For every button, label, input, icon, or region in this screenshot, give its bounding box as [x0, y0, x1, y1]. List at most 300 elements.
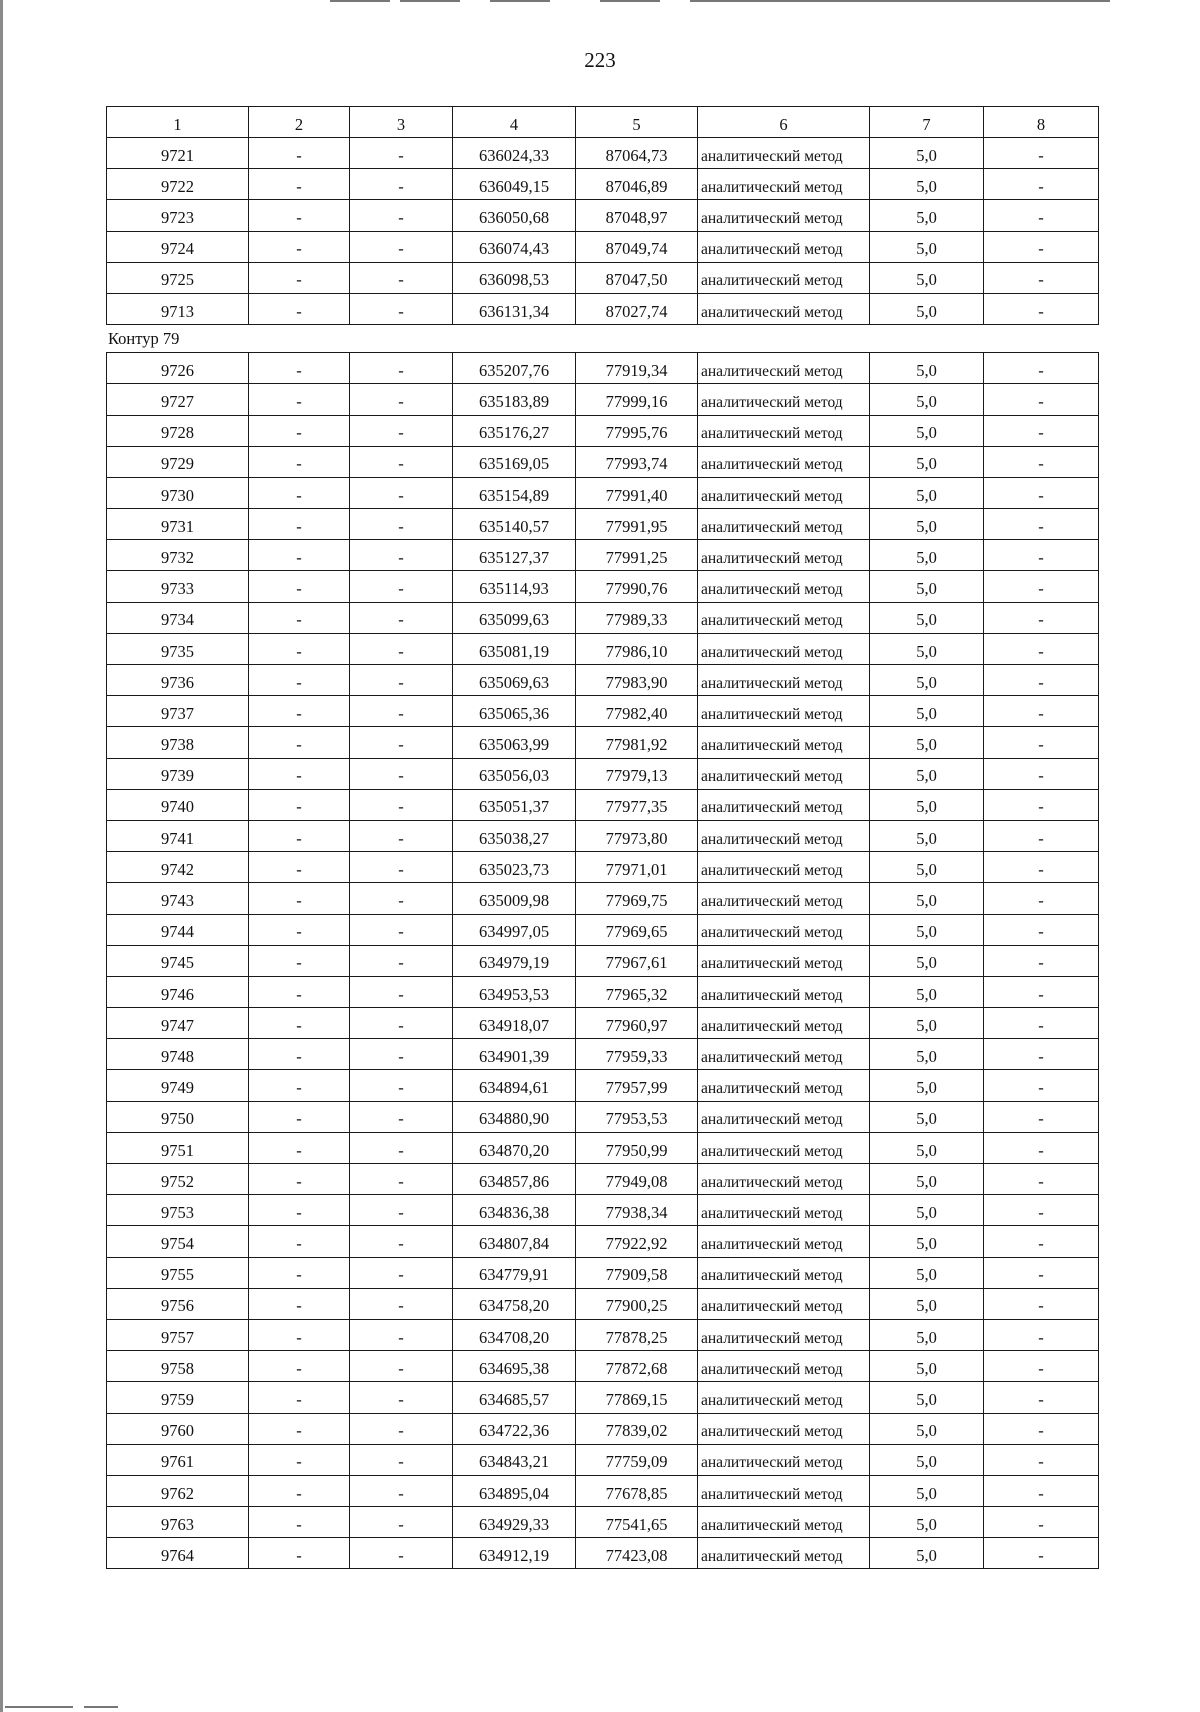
- col8-value-cell: -: [984, 200, 1099, 231]
- method-cell: аналитический метод: [698, 169, 870, 200]
- col3-value-cell: -: [350, 1413, 453, 1444]
- accuracy-cell: 5,0: [870, 945, 984, 976]
- method-cell: аналитический метод: [698, 633, 870, 664]
- scan-left-edge: [0, 0, 3, 1712]
- accuracy-cell: 5,0: [870, 446, 984, 477]
- method-cell: аналитический метод: [698, 1319, 870, 1350]
- x-coordinate-cell: 635038,27: [453, 820, 576, 851]
- point-number-cell: 9742: [107, 852, 249, 883]
- accuracy-cell: 5,0: [870, 1475, 984, 1506]
- method-cell: аналитический метод: [698, 1257, 870, 1288]
- x-coordinate-cell: 635176,27: [453, 415, 576, 446]
- accuracy-cell: 5,0: [870, 138, 984, 169]
- col3-value-cell: -: [350, 1226, 453, 1257]
- method-cell: аналитический метод: [698, 665, 870, 696]
- y-coordinate-cell: 77981,92: [576, 727, 698, 758]
- y-coordinate-cell: 77872,68: [576, 1351, 698, 1382]
- point-number-cell: 9738: [107, 727, 249, 758]
- point-number-cell: 9761: [107, 1444, 249, 1475]
- coordinates-table-contour: [106, 352, 1099, 1569]
- col2-value-cell: -: [249, 509, 350, 540]
- x-coordinate-cell: 635207,76: [453, 353, 576, 384]
- table-row: [107, 1008, 1099, 1039]
- col3-value-cell: -: [350, 384, 453, 415]
- table-row: [107, 820, 1099, 851]
- col8-value-cell: -: [984, 1039, 1099, 1070]
- table-row: [107, 883, 1099, 914]
- col2-value-cell: -: [249, 353, 350, 384]
- x-coordinate-cell: 635127,37: [453, 540, 576, 571]
- method-cell: аналитический метод: [698, 1039, 870, 1070]
- col3-value-cell: -: [350, 1319, 453, 1350]
- point-number-cell: 9739: [107, 758, 249, 789]
- col8-value-cell: -: [984, 1257, 1099, 1288]
- point-number-cell: 9750: [107, 1101, 249, 1132]
- x-coordinate-cell: 634918,07: [453, 1008, 576, 1039]
- x-coordinate-cell: 635065,36: [453, 696, 576, 727]
- table-row: [107, 945, 1099, 976]
- point-number-cell: 9759: [107, 1382, 249, 1413]
- col3-value-cell: -: [350, 571, 453, 602]
- col3-value-cell: -: [350, 789, 453, 820]
- column-header-row: [107, 107, 1099, 138]
- y-coordinate-cell: 77919,34: [576, 353, 698, 384]
- col2-value-cell: -: [249, 1132, 350, 1163]
- point-number-cell: 9733: [107, 571, 249, 602]
- col2-value-cell: -: [249, 262, 350, 293]
- col2-value-cell: -: [249, 665, 350, 696]
- col2-value-cell: -: [249, 384, 350, 415]
- col3-value-cell: -: [350, 1538, 453, 1569]
- y-coordinate-cell: 77900,25: [576, 1288, 698, 1319]
- col2-value-cell: -: [249, 976, 350, 1007]
- y-coordinate-cell: 77965,32: [576, 976, 698, 1007]
- col2-value-cell: -: [249, 1195, 350, 1226]
- table-row: [107, 138, 1099, 169]
- y-coordinate-cell: 87047,50: [576, 262, 698, 293]
- point-number-cell: 9760: [107, 1413, 249, 1444]
- y-coordinate-cell: 77959,33: [576, 1039, 698, 1070]
- scan-bottom-mark: [5, 1706, 73, 1708]
- method-cell: аналитический метод: [698, 1507, 870, 1538]
- accuracy-cell: 5,0: [870, 727, 984, 758]
- contour-label: Контур 79: [108, 329, 180, 349]
- y-coordinate-cell: 77960,97: [576, 1008, 698, 1039]
- accuracy-cell: 5,0: [870, 1413, 984, 1444]
- y-coordinate-cell: 77986,10: [576, 633, 698, 664]
- page-number: 223: [584, 48, 616, 72]
- method-cell: аналитический метод: [698, 1226, 870, 1257]
- col2-value-cell: -: [249, 696, 350, 727]
- col8-value-cell: -: [984, 415, 1099, 446]
- col2-value-cell: -: [249, 602, 350, 633]
- x-coordinate-cell: 634758,20: [453, 1288, 576, 1319]
- scan-top-mark: [330, 0, 390, 2]
- accuracy-cell: 5,0: [870, 1257, 984, 1288]
- table-row: [107, 1288, 1099, 1319]
- col8-value-cell: -: [984, 293, 1099, 324]
- table-row: [107, 1538, 1099, 1569]
- col2-value-cell: -: [249, 1070, 350, 1101]
- point-number-cell: 9721: [107, 138, 249, 169]
- table-row: [107, 914, 1099, 945]
- col8-value-cell: -: [984, 1507, 1099, 1538]
- col3-value-cell: -: [350, 1288, 453, 1319]
- accuracy-cell: 5,0: [870, 602, 984, 633]
- col2-value-cell: -: [249, 1382, 350, 1413]
- accuracy-cell: 5,0: [870, 1008, 984, 1039]
- point-number-cell: 9728: [107, 415, 249, 446]
- y-coordinate-cell: 77995,76: [576, 415, 698, 446]
- method-cell: аналитический метод: [698, 353, 870, 384]
- col2-value-cell: -: [249, 1413, 350, 1444]
- x-coordinate-cell: 634901,39: [453, 1039, 576, 1070]
- point-number-cell: 9729: [107, 446, 249, 477]
- method-cell: аналитический метод: [698, 758, 870, 789]
- col3-value-cell: -: [350, 477, 453, 508]
- col3-value-cell: -: [350, 293, 453, 324]
- y-coordinate-cell: 77982,40: [576, 696, 698, 727]
- col2-value-cell: -: [249, 231, 350, 262]
- col8-value-cell: -: [984, 1132, 1099, 1163]
- y-coordinate-cell: 77957,99: [576, 1070, 698, 1101]
- method-cell: аналитический метод: [698, 1132, 870, 1163]
- method-cell: аналитический метод: [698, 883, 870, 914]
- y-coordinate-cell: 77971,01: [576, 852, 698, 883]
- table-row: [107, 1444, 1099, 1475]
- table-row: [107, 262, 1099, 293]
- table-row: [107, 1507, 1099, 1538]
- x-coordinate-cell: 635114,93: [453, 571, 576, 602]
- x-coordinate-cell: 635169,05: [453, 446, 576, 477]
- x-coordinate-cell: 636074,43: [453, 231, 576, 262]
- x-coordinate-cell: 635023,73: [453, 852, 576, 883]
- col2-value-cell: -: [249, 1319, 350, 1350]
- col8-value-cell: -: [984, 262, 1099, 293]
- point-number-cell: 9754: [107, 1226, 249, 1257]
- method-cell: аналитический метод: [698, 1101, 870, 1132]
- coordinates-table-top: [106, 106, 1099, 325]
- method-cell: аналитический метод: [698, 1351, 870, 1382]
- x-coordinate-cell: 635140,57: [453, 509, 576, 540]
- x-coordinate-cell: 634895,04: [453, 1475, 576, 1506]
- accuracy-cell: 5,0: [870, 200, 984, 231]
- method-cell: аналитический метод: [698, 852, 870, 883]
- accuracy-cell: 5,0: [870, 758, 984, 789]
- y-coordinate-cell: 77878,25: [576, 1319, 698, 1350]
- col3-value-cell: -: [350, 945, 453, 976]
- y-coordinate-cell: 87064,73: [576, 138, 698, 169]
- col8-value-cell: -: [984, 914, 1099, 945]
- table-row: [107, 1382, 1099, 1413]
- col8-value-cell: -: [984, 1319, 1099, 1350]
- group2-rows: [107, 353, 1099, 1569]
- y-coordinate-cell: 77950,99: [576, 1132, 698, 1163]
- x-coordinate-cell: 634880,90: [453, 1101, 576, 1132]
- point-number-cell: 9753: [107, 1195, 249, 1226]
- x-coordinate-cell: 634979,19: [453, 945, 576, 976]
- col8-value-cell: -: [984, 1288, 1099, 1319]
- accuracy-cell: 5,0: [870, 1382, 984, 1413]
- col2-value-cell: -: [249, 446, 350, 477]
- col2-value-cell: -: [249, 200, 350, 231]
- accuracy-cell: 5,0: [870, 1164, 984, 1195]
- col8-value-cell: -: [984, 571, 1099, 602]
- col8-value-cell: -: [984, 231, 1099, 262]
- point-number-cell: 9723: [107, 200, 249, 231]
- y-coordinate-cell: 77541,65: [576, 1507, 698, 1538]
- x-coordinate-cell: 635183,89: [453, 384, 576, 415]
- col3-value-cell: -: [350, 914, 453, 945]
- accuracy-cell: 5,0: [870, 852, 984, 883]
- col3-value-cell: -: [350, 415, 453, 446]
- x-coordinate-cell: 634695,38: [453, 1351, 576, 1382]
- table-row: [107, 1257, 1099, 1288]
- y-coordinate-cell: 77999,16: [576, 384, 698, 415]
- col3-value-cell: -: [350, 169, 453, 200]
- col8-value-cell: -: [984, 665, 1099, 696]
- column-header: 3: [350, 107, 453, 138]
- col8-value-cell: -: [984, 1475, 1099, 1506]
- group1-rows: [107, 138, 1099, 325]
- accuracy-cell: 5,0: [870, 293, 984, 324]
- col2-value-cell: -: [249, 852, 350, 883]
- col2-value-cell: -: [249, 169, 350, 200]
- y-coordinate-cell: 77991,40: [576, 477, 698, 508]
- accuracy-cell: 5,0: [870, 353, 984, 384]
- column-header: 8: [984, 107, 1099, 138]
- x-coordinate-cell: 635099,63: [453, 602, 576, 633]
- x-coordinate-cell: 634722,36: [453, 1413, 576, 1444]
- y-coordinate-cell: 87048,97: [576, 200, 698, 231]
- point-number-cell: 9756: [107, 1288, 249, 1319]
- point-number-cell: 9737: [107, 696, 249, 727]
- x-coordinate-cell: 634894,61: [453, 1070, 576, 1101]
- accuracy-cell: 5,0: [870, 1195, 984, 1226]
- table-row: [107, 696, 1099, 727]
- col2-value-cell: -: [249, 883, 350, 914]
- x-coordinate-cell: 635069,63: [453, 665, 576, 696]
- scan-top-mark: [690, 0, 1110, 2]
- table-row: [107, 1226, 1099, 1257]
- col2-value-cell: -: [249, 1288, 350, 1319]
- table-row: [107, 169, 1099, 200]
- y-coordinate-cell: 77983,90: [576, 665, 698, 696]
- col2-value-cell: -: [249, 727, 350, 758]
- col3-value-cell: -: [350, 1444, 453, 1475]
- point-number-cell: 9741: [107, 820, 249, 851]
- y-coordinate-cell: 77991,95: [576, 509, 698, 540]
- col2-value-cell: -: [249, 789, 350, 820]
- col3-value-cell: -: [350, 976, 453, 1007]
- x-coordinate-cell: 634857,86: [453, 1164, 576, 1195]
- accuracy-cell: 5,0: [870, 509, 984, 540]
- method-cell: аналитический метод: [698, 696, 870, 727]
- point-number-cell: 9722: [107, 169, 249, 200]
- col2-value-cell: -: [249, 1257, 350, 1288]
- x-coordinate-cell: 634708,20: [453, 1319, 576, 1350]
- col8-value-cell: -: [984, 852, 1099, 883]
- point-number-cell: 9734: [107, 602, 249, 633]
- table-row: [107, 415, 1099, 446]
- x-coordinate-cell: 636131,34: [453, 293, 576, 324]
- col8-value-cell: -: [984, 1538, 1099, 1569]
- col3-value-cell: -: [350, 1257, 453, 1288]
- x-coordinate-cell: 635051,37: [453, 789, 576, 820]
- col8-value-cell: -: [984, 1070, 1099, 1101]
- method-cell: аналитический метод: [698, 384, 870, 415]
- point-number-cell: 9744: [107, 914, 249, 945]
- col2-value-cell: -: [249, 1164, 350, 1195]
- col8-value-cell: -: [984, 1226, 1099, 1257]
- accuracy-cell: 5,0: [870, 696, 984, 727]
- col3-value-cell: -: [350, 262, 453, 293]
- point-number-cell: 9758: [107, 1351, 249, 1382]
- method-cell: аналитический метод: [698, 820, 870, 851]
- table-row: [107, 789, 1099, 820]
- method-cell: аналитический метод: [698, 1164, 870, 1195]
- scan-top-mark: [600, 0, 660, 2]
- point-number-cell: 9730: [107, 477, 249, 508]
- col3-value-cell: -: [350, 1132, 453, 1163]
- accuracy-cell: 5,0: [870, 169, 984, 200]
- method-cell: аналитический метод: [698, 1444, 870, 1475]
- method-cell: аналитический метод: [698, 231, 870, 262]
- point-number-cell: 9735: [107, 633, 249, 664]
- method-cell: аналитический метод: [698, 945, 870, 976]
- point-number-cell: 9713: [107, 293, 249, 324]
- x-coordinate-cell: 636049,15: [453, 169, 576, 200]
- point-number-cell: 9755: [107, 1257, 249, 1288]
- column-header: 6: [698, 107, 870, 138]
- point-number-cell: 9749: [107, 1070, 249, 1101]
- point-number-cell: 9724: [107, 231, 249, 262]
- point-number-cell: 9751: [107, 1132, 249, 1163]
- point-number-cell: 9748: [107, 1039, 249, 1070]
- y-coordinate-cell: 77909,58: [576, 1257, 698, 1288]
- method-cell: аналитический метод: [698, 1288, 870, 1319]
- col3-value-cell: -: [350, 1475, 453, 1506]
- method-cell: аналитический метод: [698, 540, 870, 571]
- col8-value-cell: -: [984, 1195, 1099, 1226]
- y-coordinate-cell: 77953,53: [576, 1101, 698, 1132]
- col2-value-cell: -: [249, 477, 350, 508]
- col2-value-cell: -: [249, 571, 350, 602]
- accuracy-cell: 5,0: [870, 477, 984, 508]
- col8-value-cell: -: [984, 477, 1099, 508]
- x-coordinate-cell: 634836,38: [453, 1195, 576, 1226]
- x-coordinate-cell: 635009,98: [453, 883, 576, 914]
- col8-value-cell: -: [984, 976, 1099, 1007]
- x-coordinate-cell: 635056,03: [453, 758, 576, 789]
- x-coordinate-cell: 635154,89: [453, 477, 576, 508]
- point-number-cell: 9727: [107, 384, 249, 415]
- table-row: [107, 231, 1099, 262]
- col2-value-cell: -: [249, 1101, 350, 1132]
- accuracy-cell: 5,0: [870, 820, 984, 851]
- col2-value-cell: -: [249, 1507, 350, 1538]
- col2-value-cell: -: [249, 138, 350, 169]
- method-cell: аналитический метод: [698, 976, 870, 1007]
- method-cell: аналитический метод: [698, 1008, 870, 1039]
- method-cell: аналитический метод: [698, 138, 870, 169]
- y-coordinate-cell: 77759,09: [576, 1444, 698, 1475]
- point-number-cell: 9743: [107, 883, 249, 914]
- table-row: [107, 1351, 1099, 1382]
- method-cell: аналитический метод: [698, 914, 870, 945]
- table-row: [107, 384, 1099, 415]
- table-row: [107, 1413, 1099, 1444]
- point-number-cell: 9732: [107, 540, 249, 571]
- coordinates-sheet: [106, 106, 1098, 1569]
- table-row: [107, 1475, 1099, 1506]
- col2-value-cell: -: [249, 1538, 350, 1569]
- col3-value-cell: -: [350, 509, 453, 540]
- col8-value-cell: -: [984, 727, 1099, 758]
- method-cell: аналитический метод: [698, 1195, 870, 1226]
- x-coordinate-cell: 634953,53: [453, 976, 576, 1007]
- scan-bottom-mark: [84, 1706, 118, 1708]
- accuracy-cell: 5,0: [870, 1132, 984, 1163]
- y-coordinate-cell: 77938,34: [576, 1195, 698, 1226]
- col3-value-cell: -: [350, 231, 453, 262]
- column-header: 7: [870, 107, 984, 138]
- table-row: [107, 1164, 1099, 1195]
- col8-value-cell: -: [984, 446, 1099, 477]
- table-row: [107, 446, 1099, 477]
- col2-value-cell: -: [249, 820, 350, 851]
- accuracy-cell: 5,0: [870, 1444, 984, 1475]
- col8-value-cell: -: [984, 384, 1099, 415]
- accuracy-cell: 5,0: [870, 633, 984, 664]
- col8-value-cell: -: [984, 696, 1099, 727]
- col3-value-cell: -: [350, 1507, 453, 1538]
- method-cell: аналитический метод: [698, 602, 870, 633]
- method-cell: аналитический метод: [698, 262, 870, 293]
- table-row: [107, 509, 1099, 540]
- col3-value-cell: -: [350, 200, 453, 231]
- accuracy-cell: 5,0: [870, 262, 984, 293]
- y-coordinate-cell: 77423,08: [576, 1538, 698, 1569]
- col3-value-cell: -: [350, 820, 453, 851]
- y-coordinate-cell: 77922,92: [576, 1226, 698, 1257]
- y-coordinate-cell: 77990,76: [576, 571, 698, 602]
- point-number-cell: 9762: [107, 1475, 249, 1506]
- col8-value-cell: -: [984, 602, 1099, 633]
- accuracy-cell: 5,0: [870, 1351, 984, 1382]
- x-coordinate-cell: 636098,53: [453, 262, 576, 293]
- col2-value-cell: -: [249, 415, 350, 446]
- y-coordinate-cell: 87046,89: [576, 169, 698, 200]
- col8-value-cell: -: [984, 789, 1099, 820]
- table-row: [107, 477, 1099, 508]
- col2-value-cell: -: [249, 1475, 350, 1506]
- col8-value-cell: -: [984, 138, 1099, 169]
- accuracy-cell: 5,0: [870, 1039, 984, 1070]
- point-number-cell: 9731: [107, 509, 249, 540]
- table-row: [107, 1319, 1099, 1350]
- table-row: [107, 852, 1099, 883]
- method-cell: аналитический метод: [698, 727, 870, 758]
- method-cell: аналитический метод: [698, 415, 870, 446]
- col2-value-cell: -: [249, 1444, 350, 1475]
- col3-value-cell: -: [350, 852, 453, 883]
- scan-top-mark: [490, 0, 550, 2]
- y-coordinate-cell: 77967,61: [576, 945, 698, 976]
- method-cell: аналитический метод: [698, 1413, 870, 1444]
- table-row: [107, 1195, 1099, 1226]
- col2-value-cell: -: [249, 1226, 350, 1257]
